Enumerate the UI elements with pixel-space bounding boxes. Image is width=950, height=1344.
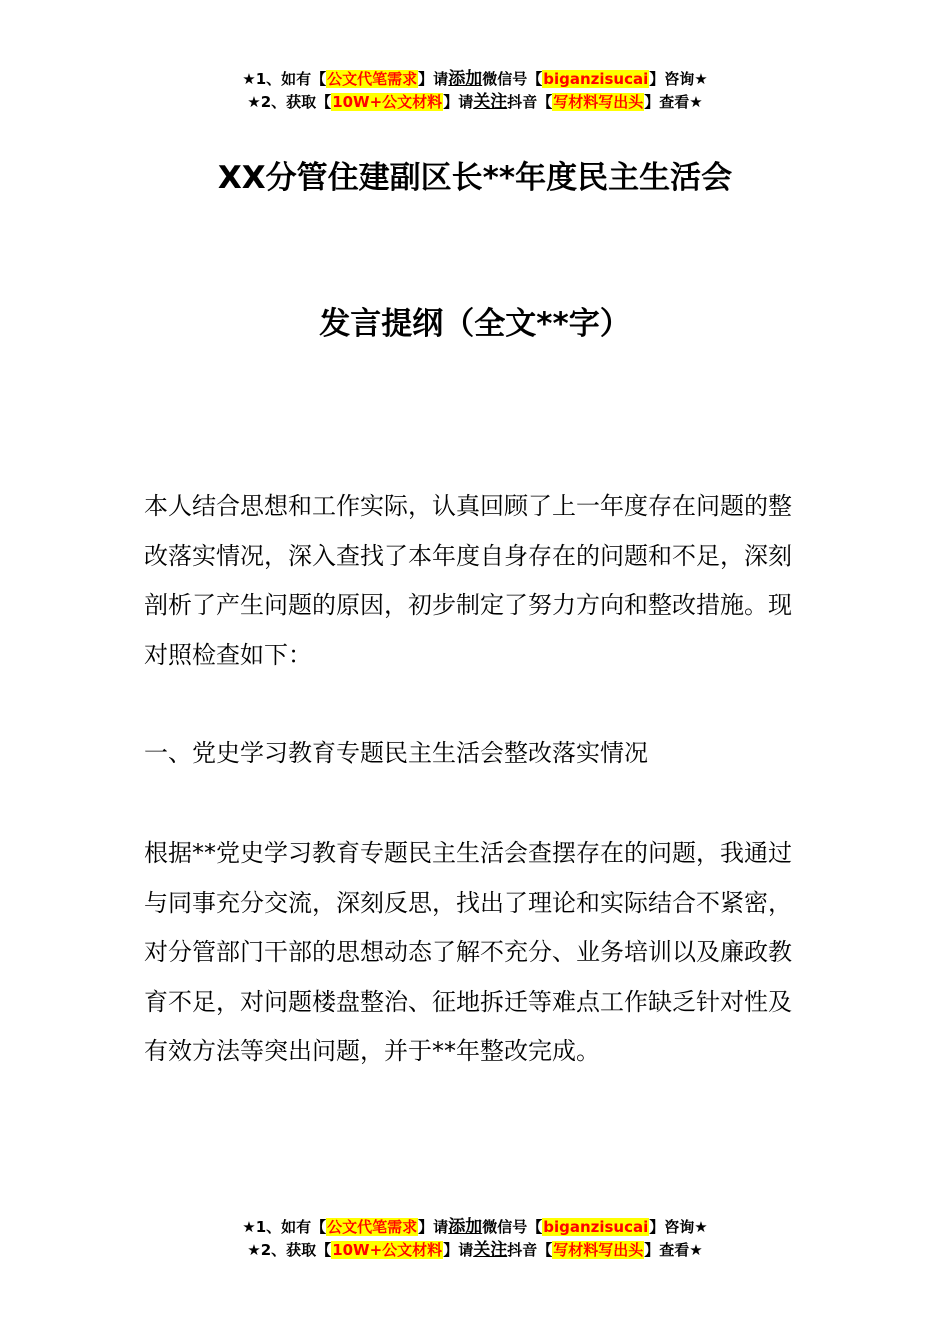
ad-highlight-materials: 10W+公文材料 <box>332 1241 443 1259</box>
intro-paragraph: 本人结合思想和工作实际，认真回顾了上一年度存在问题的整改落实情况，深入查找了本年度自身存在的问题和不足，深刻剖析了产生问题的原因，初步制定了努力方向和整改措施。现对照检查如下： <box>144 492 792 669</box>
ad-text: 】请 <box>418 70 449 88</box>
ad-text: 】查看★ <box>644 93 703 111</box>
document-title-line-1: XX分管住建副区长**年度民主生活会 <box>217 160 733 196</box>
ad-text: 抖音【 <box>507 1241 553 1259</box>
ad-text: 】咨询★ <box>649 70 708 88</box>
ad-text: 】请 <box>443 1241 474 1259</box>
ad-highlight-wechat-id: biganzisucai <box>543 70 649 88</box>
ad-emphasis: 添加 <box>448 69 483 89</box>
ad-line-2 <box>0 1239 950 1262</box>
ad-text: 抖音【 <box>507 93 553 111</box>
ad-emphasis: 关注 <box>473 92 508 112</box>
ad-text: 】查看★ <box>644 1241 703 1259</box>
ad-line-1 <box>0 1216 950 1239</box>
ad-emphasis: 添加 <box>448 1217 483 1237</box>
ad-text: ★2、获取【 <box>247 93 332 111</box>
ad-text: 】咨询★ <box>649 1218 708 1236</box>
ad-line-1 <box>0 68 950 91</box>
footer-ad-banner <box>0 1216 950 1262</box>
ad-highlight-douyin-id: 写材料写出头 <box>553 1241 644 1259</box>
ad-text: 】请 <box>443 93 474 111</box>
header-ad-banner <box>0 68 950 114</box>
ad-text: ★1、如有【 <box>242 1218 327 1236</box>
ad-text: ★1、如有【 <box>242 70 327 88</box>
ad-highlight-service: 公文代笔需求 <box>327 1218 418 1236</box>
ad-text: ★2、获取【 <box>247 1241 332 1259</box>
ad-line-2 <box>0 91 950 114</box>
ad-text: 微信号【 <box>482 1218 543 1236</box>
ad-highlight-materials: 10W+公文材料 <box>332 93 443 111</box>
ad-text: 微信号【 <box>482 70 543 88</box>
ad-highlight-douyin-id: 写材料写出头 <box>553 93 644 111</box>
section-1-heading: 一、党史学习教育专题民主生活会整改落实情况 <box>144 739 648 767</box>
ad-highlight-service: 公文代笔需求 <box>327 70 418 88</box>
document-title-line-2: 发言提纲（全文**字） <box>319 306 631 342</box>
ad-emphasis: 关注 <box>473 1240 508 1260</box>
ad-highlight-wechat-id: biganzisucai <box>543 1218 649 1236</box>
section-1-paragraph: 根据**党史学习教育专题民主生活会查摆存在的问题，我通过与同事充分交流，深刻反思，找出了理论和实际结合不紧密，对分管部门干部的思想动态了解不充分、业务培训以及廉政教育不足，对问题楼盘整治、征地拆迁等难点工作缺乏针对性及有效方法等突出问题，并于**年整改完成。 <box>144 839 792 1065</box>
ad-text: 】请 <box>418 1218 449 1236</box>
